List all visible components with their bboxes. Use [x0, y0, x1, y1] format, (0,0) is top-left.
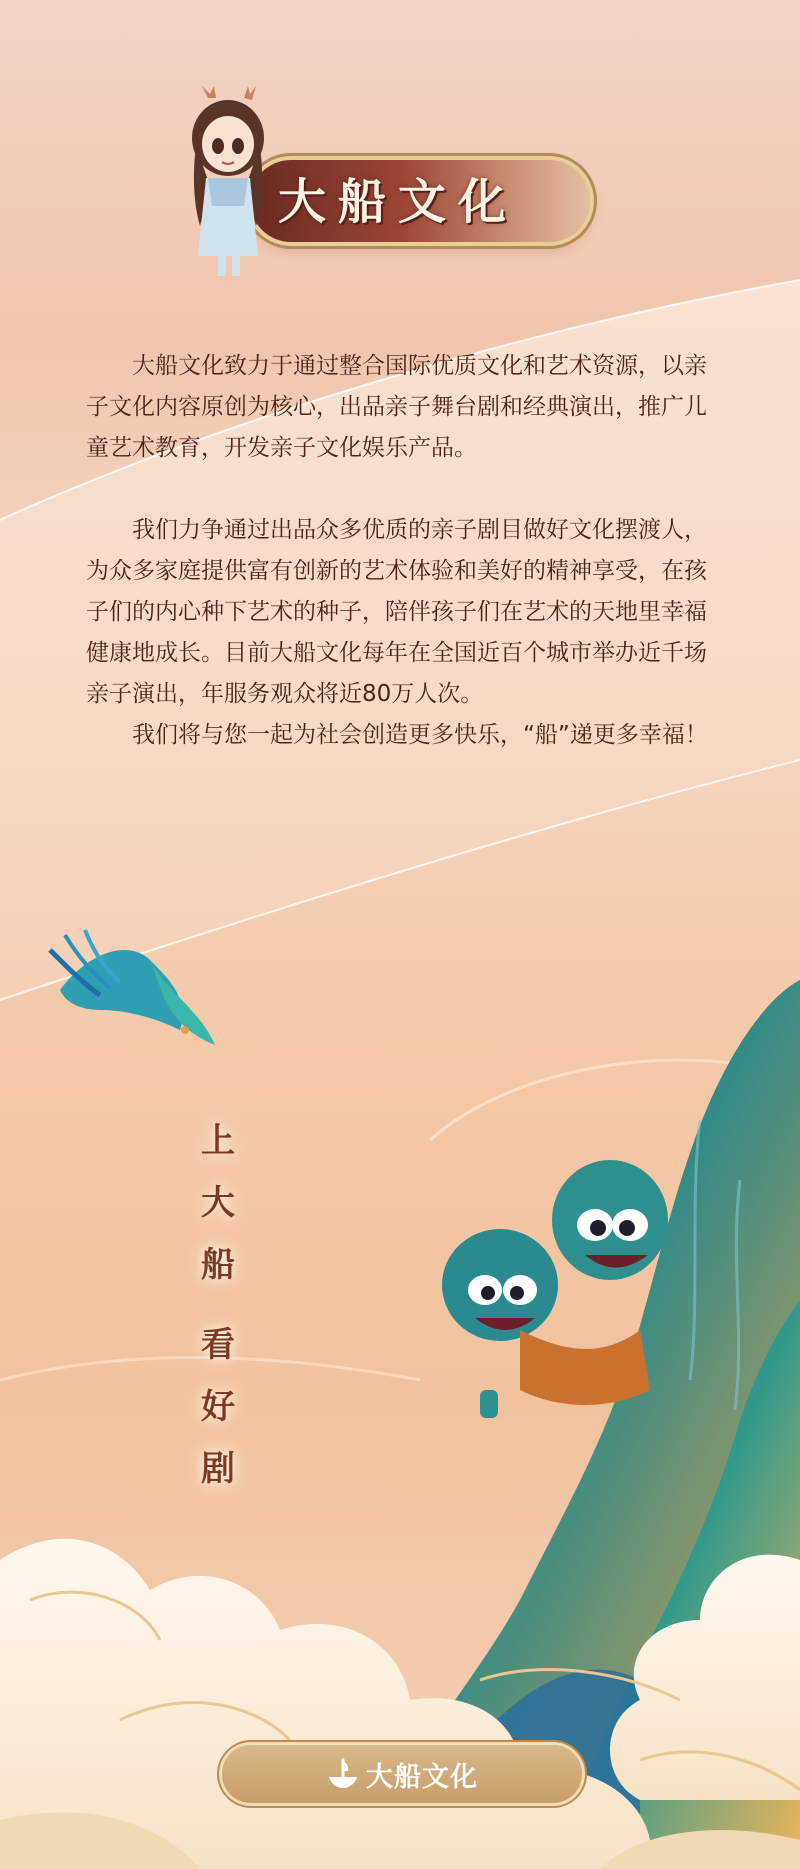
intro-paragraph: 大船文化致力于通过整合国际优质文化和艺术资源，以亲子文化内容原创为核心，出品亲子舞台剧和经典演出，推广儿童艺术教育，开发亲子文化娱乐产品。: [86, 353, 707, 461]
twin-characters-illustration: [442, 1160, 668, 1418]
intro-text: [86, 346, 722, 756]
boat-logo-icon: [326, 1757, 360, 1791]
mascot-illustration: [178, 86, 278, 286]
slogan-char: 大: [201, 1183, 235, 1223]
slogan-char: 好: [201, 1387, 235, 1427]
footer-logo: [222, 1745, 582, 1803]
slogan-char: 看: [201, 1325, 235, 1365]
slogan-char: 上: [201, 1121, 235, 1161]
banner-title: 大船文化: [278, 174, 519, 230]
slogan-char: 剧: [201, 1449, 235, 1489]
intro-paragraph: 我们力争通过出品众多优质的亲子剧目做好文化摆渡人，为众多家庭提供富有创新的艺术体验和美好的精神享受，在孩子们的内心种下艺术的种子，陪伴孩子们在艺术的天地里幸福健康地成长。目前大船文化每年在全国近百个城市举办近千场亲子演出，年服务观众将近80万人次。: [86, 517, 707, 707]
intro-paragraph: 我们将与您一起为社会创造更多快乐，“船”递更多幸福！: [132, 722, 708, 748]
logo-text: 大船文化: [366, 1761, 478, 1793]
vertical-slogan: [196, 1110, 240, 1500]
slogan-char: 船: [201, 1245, 235, 1285]
